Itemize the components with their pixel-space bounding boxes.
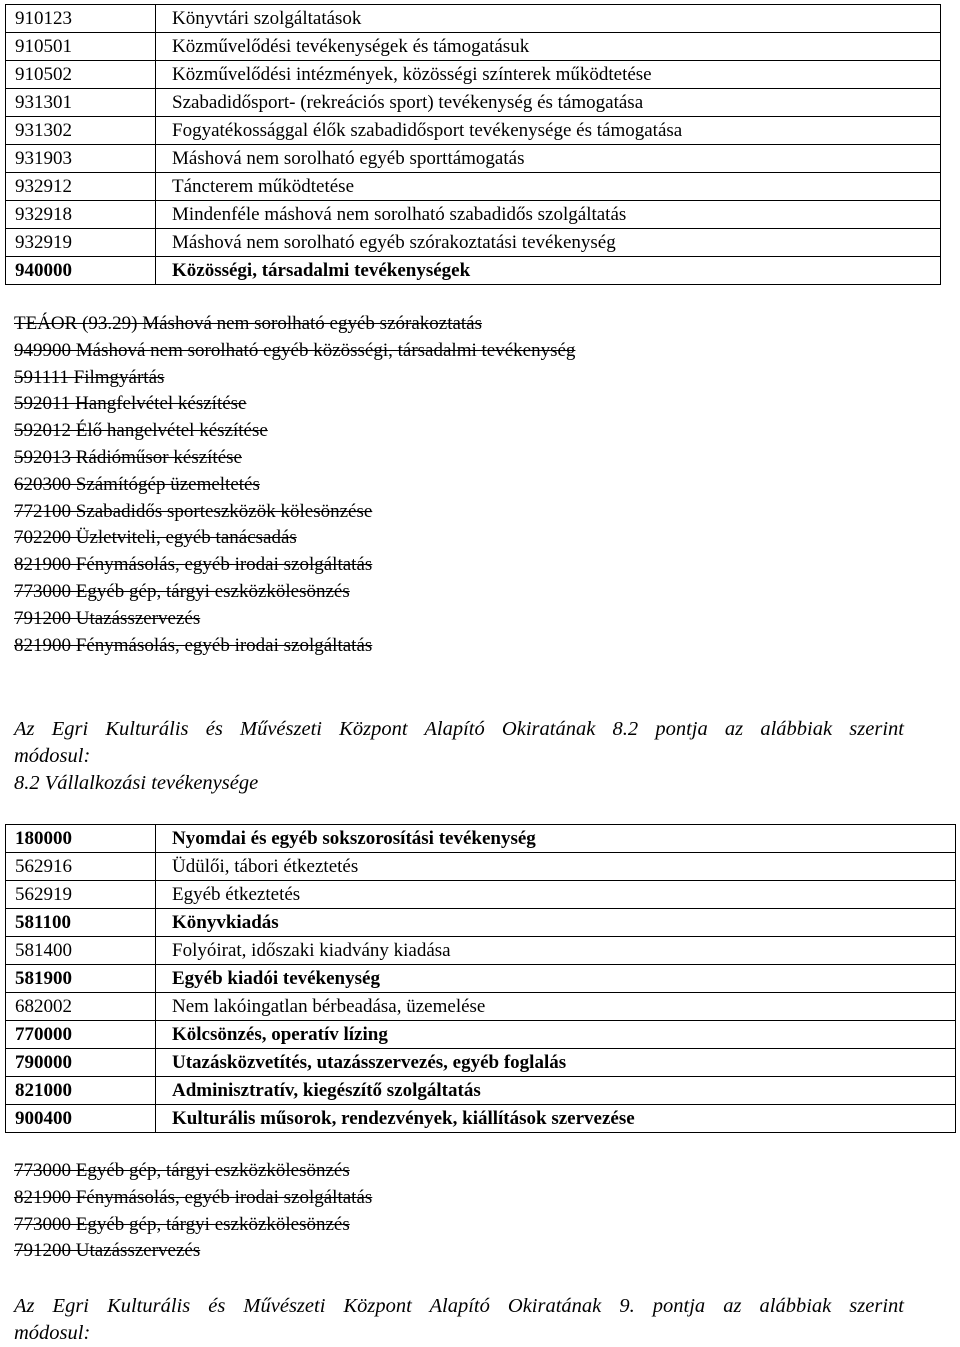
paragraph-line: Az Egri Kulturális és Művészeti Központ Alapító Okiratának 9. pontja az alábbiak szerint xyxy=(14,1295,904,1317)
activity-description: Közösségi, társadalmi tevékenységek xyxy=(156,257,941,285)
activity-code: 910502 xyxy=(6,61,156,89)
activity-description: Szabadidősport- (rekreációs sport) tevékenység és támogatása xyxy=(156,89,941,117)
struck-item: 773000 Egyéb gép, tárgyi eszközkölesönzés xyxy=(14,1213,350,1235)
table-row xyxy=(6,825,956,853)
table-row xyxy=(6,61,941,89)
activity-description: Mindenféle máshová nem sorolható szabadidős szolgáltatás xyxy=(156,201,941,229)
table-row xyxy=(6,993,956,1021)
activity-code: 900400 xyxy=(6,1105,156,1133)
table-row xyxy=(6,229,941,257)
activity-code: 932919 xyxy=(6,229,156,257)
table-row xyxy=(6,881,956,909)
table-row xyxy=(6,1077,956,1105)
activity-code: 932918 xyxy=(6,201,156,229)
table-row xyxy=(6,145,941,173)
activity-code: 931302 xyxy=(6,117,156,145)
amendment-paragraph-8-2 xyxy=(14,716,904,770)
activity-code: 682002 xyxy=(6,993,156,1021)
activity-code: 932912 xyxy=(6,173,156,201)
struck-item: 592012 Élő hangelvétel készítése xyxy=(14,420,268,442)
activity-description: Üdülői, tábori étkeztetés xyxy=(156,853,956,881)
struck-item: 791200 Utazásszervezés xyxy=(14,1240,201,1262)
struck-item: 821900 Fénymásolás, egyéb irodai szolgáltatás xyxy=(14,554,373,576)
activity-code: 790000 xyxy=(6,1049,156,1077)
activity-code: 910123 xyxy=(6,5,156,33)
activity-code: 581100 xyxy=(6,909,156,937)
struck-item: 791200 Utazásszervezés xyxy=(14,607,201,629)
table-row xyxy=(6,33,941,61)
table-row xyxy=(6,1105,956,1133)
activity-description: Egyéb kiadói tevékenység xyxy=(156,965,956,993)
struck-item: 592011 Hangfelvétel készítése xyxy=(14,393,247,415)
paragraph-line: módosul: xyxy=(14,745,91,767)
paragraph-line: Az Egri Kulturális és Művészeti Központ Alapító Okiratának 8.2 pontja az alábbiak szerint xyxy=(14,718,904,740)
struck-item: 772100 Szabadidős sporteszközök kölesönzése xyxy=(14,500,373,522)
activity-code: 562919 xyxy=(6,881,156,909)
table-row xyxy=(6,5,941,33)
activity-description: Fogyatékossággal élők szabadidősport tevékenysége és támogatása xyxy=(156,117,941,145)
activity-code: 770000 xyxy=(6,1021,156,1049)
table-row xyxy=(6,1021,956,1049)
table-row xyxy=(6,117,941,145)
activity-description: Kölcsönzés, operatív lízing xyxy=(156,1021,956,1049)
activity-table-1 xyxy=(5,4,941,285)
struck-item: TEÁOR (93.29) Máshová nem sorolható egyéb szórakoztatás xyxy=(14,313,483,334)
activity-code: 931903 xyxy=(6,145,156,173)
activity-description: Könyvkiadás xyxy=(156,909,956,937)
activity-code: 581400 xyxy=(6,937,156,965)
struck-item: 591111 Filmgyártás xyxy=(14,366,165,388)
activity-description: Közművelődési intézmények, közösségi színterek működtetése xyxy=(156,61,941,89)
struck-list-1 xyxy=(14,311,575,659)
activity-description: Táncterem működtetése xyxy=(156,173,941,201)
table-row xyxy=(6,853,956,881)
table-row xyxy=(6,201,941,229)
struck-list-2 xyxy=(14,1158,372,1265)
struck-item: 773000 Egyéb gép, tárgyi eszközkölesönzés xyxy=(14,1160,350,1181)
activity-description: Máshová nem sorolható egyéb szórakoztatási tevékenység xyxy=(156,229,941,257)
activity-description: Nyomdai és egyéb sokszorosítási tevékenység xyxy=(156,825,956,853)
table-row xyxy=(6,965,956,993)
table-row xyxy=(6,173,941,201)
struck-item: 821900 Fénymásolás, egyéb irodai szolgáltatás xyxy=(14,1186,373,1208)
activity-description: Nem lakóingatlan bérbeadása, üzemelése xyxy=(156,993,956,1021)
activity-description: Adminisztratív, kiegészítő szolgáltatás xyxy=(156,1077,956,1105)
paragraph-line: módosul: xyxy=(14,1322,91,1344)
activity-table-2 xyxy=(5,824,956,1133)
struck-item: 773000 Egyéb gép, tárgyi eszközkölesönzés xyxy=(14,580,350,602)
struck-item: 702200 Üzletviteli, egyéb tanácsadás xyxy=(14,527,297,549)
activity-code: 562916 xyxy=(6,853,156,881)
table-row xyxy=(6,257,941,285)
table-row xyxy=(6,1049,956,1077)
table-row xyxy=(6,909,956,937)
activity-description: Máshová nem sorolható egyéb sporttámogatás xyxy=(156,145,941,173)
activity-code: 931301 xyxy=(6,89,156,117)
struck-item: 821900 Fénymásolás, egyéb irodai szolgáltatás xyxy=(14,634,373,656)
activity-description: Könyvtári szolgáltatások xyxy=(156,5,941,33)
activity-description: Közművelődési tevékenységek és támogatásuk xyxy=(156,33,941,61)
section-subheading: 8.2 Vállalkozási tevékenysége xyxy=(14,772,259,794)
table-row xyxy=(6,89,941,117)
struck-item: 592013 Rádióműsor készítése xyxy=(14,446,242,468)
activity-code: 910501 xyxy=(6,33,156,61)
activity-code: 581900 xyxy=(6,965,156,993)
activity-code: 821000 xyxy=(6,1077,156,1105)
table-row xyxy=(6,937,956,965)
struck-item: 949900 Máshová nem sorolható egyéb közösségi, társadalmi tevékenység xyxy=(14,339,576,361)
activity-code: 940000 xyxy=(6,257,156,285)
activity-description: Kulturális műsorok, rendezvények, kiállítások szervezése xyxy=(156,1105,956,1133)
activity-description: Utazásközvetítés, utazásszervezés, egyéb foglalás xyxy=(156,1049,956,1077)
activity-description: Egyéb étkeztetés xyxy=(156,881,956,909)
struck-item: 620300 Számítógép üzemeltetés xyxy=(14,473,260,495)
amendment-paragraph-9 xyxy=(14,1293,904,1347)
activity-description: Folyóirat, időszaki kiadvány kiadása xyxy=(156,937,956,965)
activity-code: 180000 xyxy=(6,825,156,853)
